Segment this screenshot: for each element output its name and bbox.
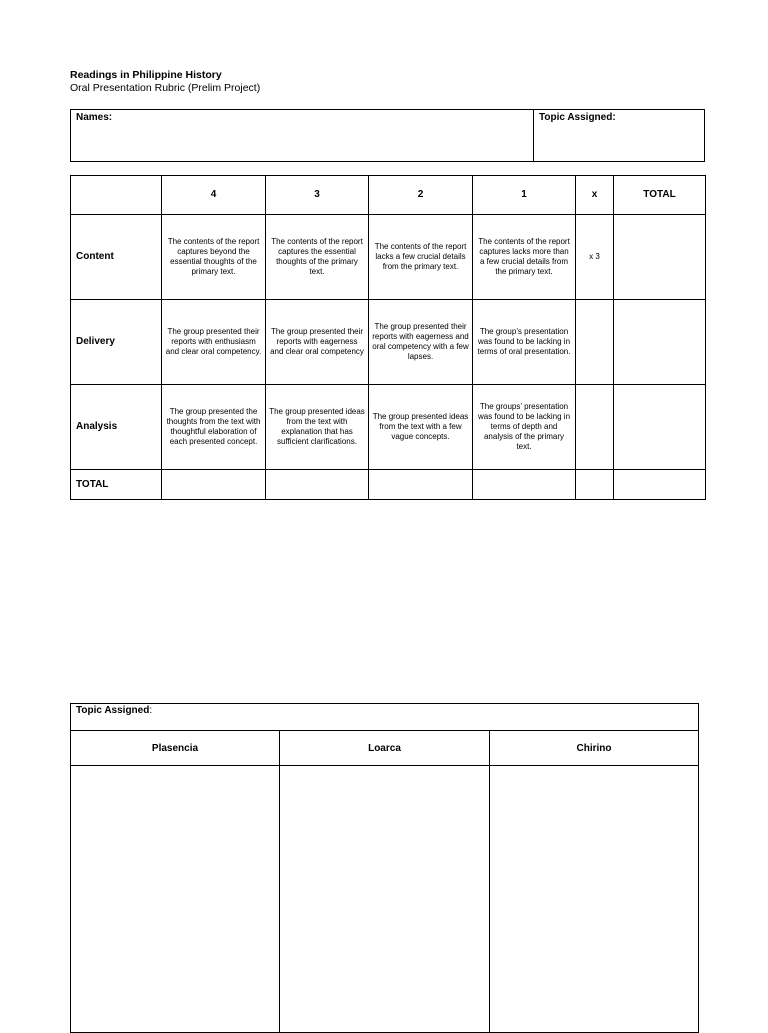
rubric-row-content (71, 215, 706, 300)
rubric-table (70, 175, 706, 500)
header-score-2: 2 (369, 176, 473, 215)
multiplier-cell (576, 385, 614, 470)
rubric-cell: The contents of the report captures the essential thoughts of the primary text. (266, 215, 369, 300)
column-chirino[interactable] (489, 730, 699, 1033)
header-score-4: 4 (162, 176, 266, 215)
header-multiplier: x (576, 176, 614, 215)
header-total: TOTAL (614, 176, 706, 215)
rubric-cell: The contents of the report captures lacks more than a few crucial details from the primary text. (473, 215, 576, 300)
topic-assigned-label: Topic Assigned: (539, 112, 616, 123)
multiplier-cell: x 3 (576, 215, 614, 300)
names-topic-table (70, 109, 705, 162)
total-score-cell[interactable] (473, 470, 576, 500)
criterion-label: TOTAL (71, 470, 162, 500)
rubric-header-row (71, 176, 706, 215)
names-label: Names: (76, 112, 113, 123)
total-cell[interactable] (614, 215, 706, 300)
rubric-cell: The group presented their reports with eagerness and oral competency with a few lapses. (369, 300, 473, 385)
topic-assigned-cell[interactable] (534, 110, 704, 161)
document-subtitle: Oral Presentation Rubric (Prelim Project) (70, 82, 261, 94)
total-score-cell[interactable] (614, 470, 706, 500)
names-cell[interactable] (71, 110, 534, 161)
column-header-chirino: Chirino (490, 730, 698, 766)
rubric-cell: The group presented the thoughts from the text with thoughtful elaboration of each presented concept. (162, 385, 266, 470)
rubric-row-total (71, 470, 706, 500)
topic-comparison-table (70, 703, 699, 1033)
rubric-cell: The group presented ideas from the text with explanation that has sufficient clarifications. (266, 385, 369, 470)
total-cell[interactable] (614, 385, 706, 470)
rubric-row-analysis (71, 385, 706, 470)
total-score-cell[interactable] (266, 470, 369, 500)
column-plasencia[interactable] (70, 730, 280, 1033)
total-score-cell[interactable] (369, 470, 473, 500)
header-blank (71, 176, 162, 215)
rubric-row-delivery (71, 300, 706, 385)
rubric-cell: The group’s presentation was found to be lacking in terms of oral presentation. (473, 300, 576, 385)
total-cell[interactable] (614, 300, 706, 385)
topic-assigned-row[interactable] (70, 703, 699, 731)
rubric-cell: The group presented ideas from the text with a few vague concepts. (369, 385, 473, 470)
multiplier-cell (576, 300, 614, 385)
total-score-cell[interactable] (162, 470, 266, 500)
topic-assigned-label-2: Topic Assigned: (76, 705, 153, 716)
criterion-label: Content (71, 215, 162, 300)
total-score-cell[interactable] (576, 470, 614, 500)
rubric-cell: The group presented their reports with eagerness and clear oral competency (266, 300, 369, 385)
rubric-cell: The contents of the report lacks a few crucial details from the primary text. (369, 215, 473, 300)
rubric-cell: The group presented their reports with enthusiasm and clear oral competency. (162, 300, 266, 385)
header-score-1: 1 (473, 176, 576, 215)
document-title: Readings in Philippine History (70, 69, 222, 81)
header-score-3: 3 (266, 176, 369, 215)
criterion-label: Analysis (71, 385, 162, 470)
column-header-loarca: Loarca (280, 730, 489, 766)
criterion-label: Delivery (71, 300, 162, 385)
rubric-cell: The groups’ presentation was found to be lacking in terms of depth and analysis of the primary text. (473, 385, 576, 470)
column-header-plasencia: Plasencia (71, 730, 279, 766)
column-loarca[interactable] (279, 730, 490, 1033)
rubric-cell: The contents of the report captures beyond the essential thoughts of the primary text. (162, 215, 266, 300)
